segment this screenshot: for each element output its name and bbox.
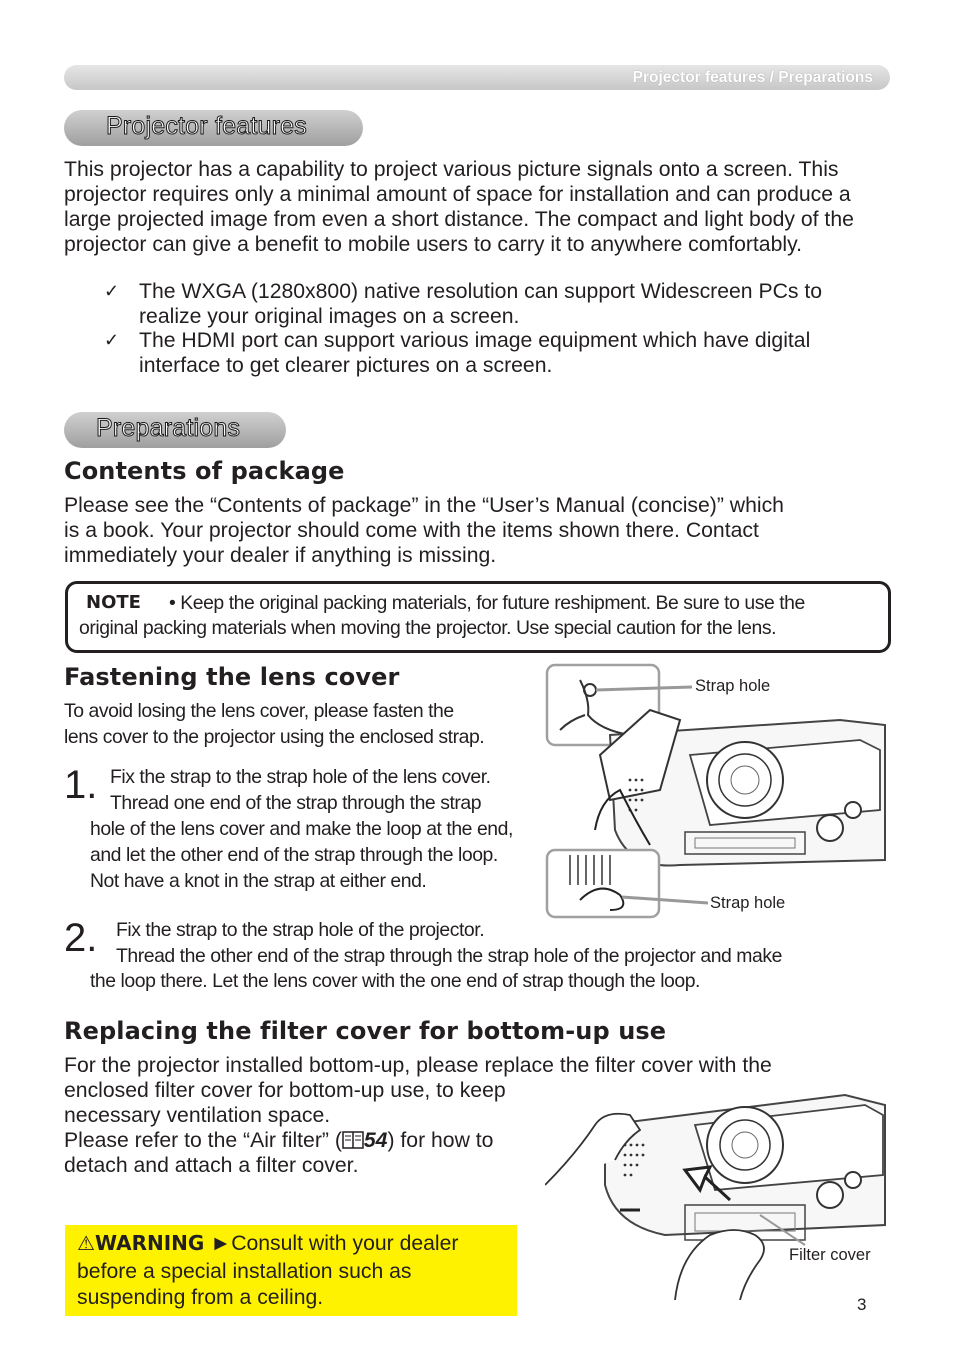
check-mark-icon: ✓ — [104, 330, 120, 350]
step-1-line: and let the other end of the strap through the loop. — [90, 844, 498, 866]
step-1-number: 1. — [64, 763, 98, 807]
contents-paragraph — [64, 493, 904, 568]
features-line: large projected image from even a short distance. The compact and light body of the — [64, 208, 854, 231]
filter-ref-line2: detach and attach a filter cover. — [64, 1154, 359, 1177]
check-line: realize your original images on a screen. — [139, 305, 520, 328]
note-box — [65, 581, 891, 653]
lens-cover-intro-line: To avoid losing the lens cover, please fasten the — [64, 700, 454, 722]
lens-cover-heading: Fastening the lens cover — [64, 663, 400, 691]
page-number: 3 — [857, 1295, 867, 1314]
step-2-line: Fix the strap to the strap hole of the projector. — [116, 919, 485, 941]
note-label: NOTE — [86, 592, 141, 613]
contents-line: is a book. Your projector should come with the items shown there. Contact — [64, 519, 759, 542]
warning-arrow-icon: ► — [210, 1232, 232, 1255]
step-2-line: Thread the other end of the strap through the strap hole of the projector and make — [116, 945, 782, 967]
check-line: The WXGA (1280x800) native resolution can support Widescreen PCs to — [139, 280, 823, 303]
note-line: • Keep the original packing materials, for future reshipment. Be sure to use the — [169, 592, 805, 614]
contents-line: immediately your dealer if anything is missing. — [64, 544, 497, 567]
projector-features-heading: Projector features — [106, 112, 307, 140]
warning-text-line1: Consult with your dealer — [231, 1232, 459, 1255]
lens-cover-intro-line: lens cover to the projector using the enclosed strap. — [64, 725, 485, 748]
warning-label: WARNING — [94, 1231, 205, 1255]
filter-cover-label: Filter cover — [789, 1246, 871, 1264]
check-line: The HDMI port can support various image equipment which have digital — [139, 329, 811, 352]
filter-ref-before: Please refer to the “Air filter” ( — [64, 1129, 342, 1152]
warning-text-line2: before a special installation such as — [77, 1260, 412, 1283]
features-line: projector can give a benefit to mobile users to carry it to anywhere comfortably. — [64, 233, 802, 256]
book-reference-icon — [342, 1131, 364, 1149]
projector-features-heading-pill — [64, 110, 363, 146]
header-bar — [64, 65, 890, 90]
strap-hole-label-top: Strap hole — [695, 677, 771, 695]
step-1-line: Fix the strap to the strap hole of the lens cover. — [110, 766, 491, 788]
check-line: interface to get clearer pictures on a screen. — [139, 354, 553, 377]
filter-line: For the projector installed bottom-up, please replace the filter cover with the — [64, 1054, 772, 1077]
warning-triangle-icon: ⚠ — [77, 1231, 95, 1255]
filter-line: necessary ventilation space. — [64, 1104, 331, 1127]
strap-hole-label-bottom: Strap hole — [710, 894, 786, 912]
filter-line: enclosed filter cover for bottom-up use, to keep — [64, 1079, 506, 1102]
check-mark-icon: ✓ — [104, 281, 120, 301]
filter-cover-illustration — [545, 1085, 895, 1300]
header-section-title: Projector features / Preparations — [632, 69, 873, 86]
step-1-line: Not have a knot in the strap at either end. — [90, 870, 427, 892]
filter-heading: Replacing the filter cover for bottom-up use — [64, 1017, 667, 1045]
features-paragraph — [64, 157, 904, 257]
contents-line: Please see the “Contents of package” in the “User’s Manual (concise)” which — [64, 494, 784, 517]
contents-heading: Contents of package — [64, 457, 345, 485]
lens-cover-intro — [64, 699, 544, 750]
note-line: original packing materials when moving the projector. Use special caution for the lens. — [79, 617, 777, 639]
feature-check-item — [104, 279, 904, 329]
feature-check-item — [104, 328, 904, 378]
preparations-heading-pill — [64, 412, 286, 448]
warning-text-line3: suspending from a ceiling. — [77, 1286, 324, 1309]
warning-line — [77, 1230, 458, 1257]
filter-ref-page[interactable]: 54 — [363, 1129, 388, 1152]
step-2-line: the loop there. Let the lens cover with the one end of strap though the loop. — [90, 970, 700, 992]
step-1-line: Thread one end of the strap through the strap — [110, 792, 482, 814]
features-line: This projector has a capability to project various picture signals onto a screen. This — [64, 158, 839, 181]
step-1-line: hole of the lens cover and make the loop at the end, — [90, 818, 513, 840]
filter-ref-after: ) for how to — [387, 1129, 494, 1152]
preparations-heading: Preparations — [96, 414, 241, 442]
step-2-number: 2. — [64, 916, 98, 960]
features-line: projector requires only a minimal amount of space for installation and can produce a — [64, 183, 851, 206]
warning-box — [65, 1225, 517, 1316]
lens-cover-strap-illustration — [540, 660, 910, 922]
